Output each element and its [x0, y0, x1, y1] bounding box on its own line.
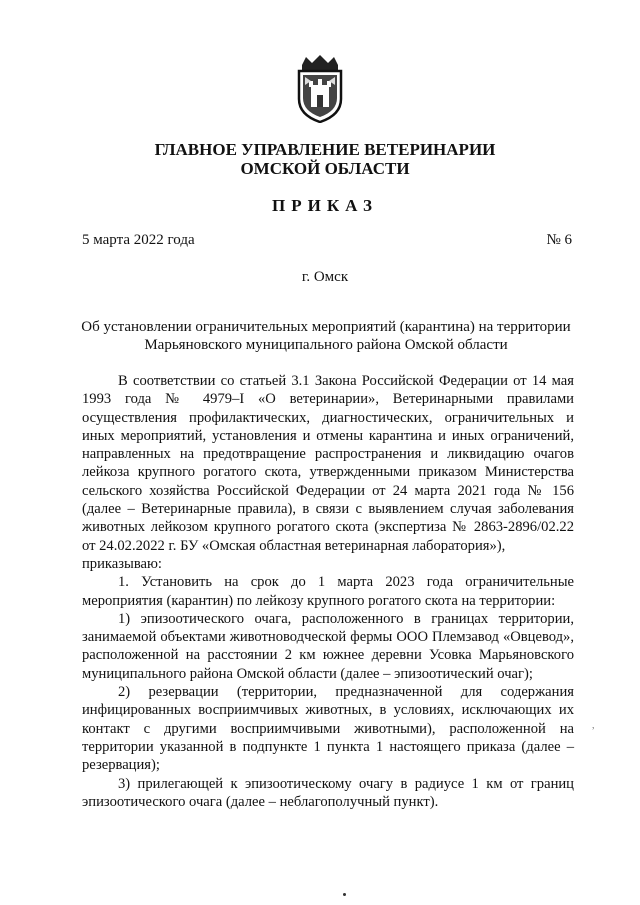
document-city: г. Омск — [301, 269, 349, 285]
omsk-coat-of-arms-icon — [294, 55, 346, 123]
body-paragraph-subitem-3: 3) прилегающей к эпизоотическому очагу в радиусе 1 км от границ эпизоотического очага (далее – неблагополучный пункт). — [82, 775, 574, 810]
organization-name-line2: ОМСКОЙ ОБЛАСТИ — [240, 159, 410, 178]
organization-name-line1: ГЛАВНОЕ УПРАВЛЕНИЕ ВЕТЕРИНАРИИ — [154, 140, 496, 159]
document-body — [82, 372, 574, 811]
body-paragraph-preamble: В соответствии со статьей 3.1 Закона Российской Федерации от 14 мая 1993 года № 4979–I «О ветеринарии», Ветеринарными правилами осуществления профилактических, диагностических, ограничительных и иных мероприятий, установления и отмены карантина и иных ограничений, направленных на предотвращение распространения и ликвидацию очагов лейкоза крупного рогатого скота, утвержденными приказом Министерства сельского хозяйства Российской Федерации от 24 марта 2021 года № 156 (далее – Ветеринарные правила), в связи с выявлением случая заболевания животных лейкозом крупного рогатого скота (экспертиза № 2863-2896/02.22 от 24.02.2022 г. БУ «Омская областная ветеринарная лаборатория»), — [82, 373, 574, 554]
body-paragraph-item-1: 1. Установить на срок до 1 марта 2023 года ограничительные мероприятия (карантин) по лейкозу крупного рогатого скота на территории: — [82, 574, 574, 609]
body-paragraph-subitem-1: 1) эпизоотического очага, расположенного в границах территории, занимаемой объектами животноводческой фермы ООО Племзавод «Овцевод», расположенной на расстоянии 2 км южнее деревни Усовка Марьяновского муниципального района Омской области (далее – эпизоотический очаг); — [82, 610, 574, 682]
document-subject: Об установлении ограничительных мероприятий (карантина) на территории Марьяновского муниципального района Омской области — [81, 319, 571, 353]
document-number: № 6 — [546, 232, 572, 248]
body-paragraph-order-word: приказываю: — [82, 555, 162, 572]
scan-artifact-dot — [343, 893, 346, 896]
body-paragraph-subitem-2: 2) резервации (территории, предназначенной для содержания инфицированных восприимчивых животных, в условиях, исключающих их контакт с другими восприимчивыми животными), расположенной на территории указанной в подпункте 1 пункта 1 настоящего приказа (далее – резервация); — [82, 684, 574, 774]
scan-artifact-mark: , — [592, 720, 595, 731]
document-type-title: ПРИКАЗ — [272, 196, 378, 215]
document-date: 5 марта 2022 года — [82, 232, 195, 248]
